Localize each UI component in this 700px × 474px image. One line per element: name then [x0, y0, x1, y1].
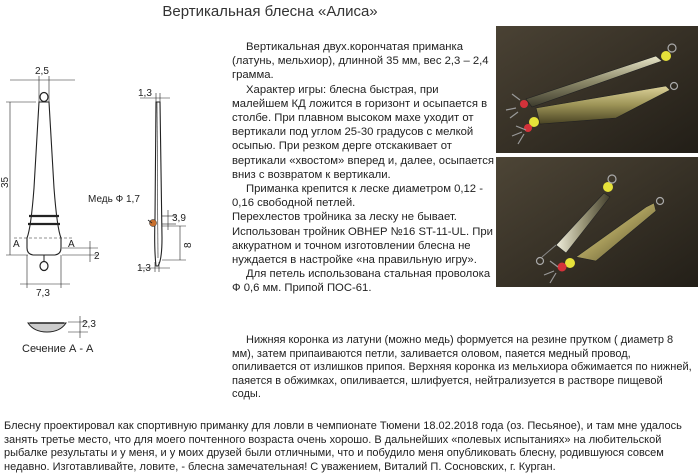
- description-paragraph: Перехлестов тройника за леску не бывает. Использован тройник ОВНЕР №16 ST-11-UL. При аккуратном и точном изготовлении блесна не нуждается в настройке «на правильную игру».: [232, 211, 493, 267]
- side-profile: [155, 102, 162, 266]
- description: [232, 40, 494, 296]
- lure-photo-2: [496, 157, 698, 287]
- section-marker-left: A: [13, 239, 20, 250]
- dim-bottom-width: 7,3: [36, 288, 50, 299]
- dim-side-top: 1,3: [138, 88, 152, 99]
- manufacturing-text: Нижняя коронка из латуни (можно медь) формуется на резине прутком ( диаметр 8 мм), затем припаиваются петли, заливается оловом, паяется медный провод, опиливается от излишков припоя. Верхняя коронка из мельхиора обжимается по нижней, паяется в обжимках, опиливается, шлифуется, нейтрализуется в растворе пищевой соды.: [232, 334, 692, 401]
- lure-photo-2-image: [496, 157, 698, 287]
- bottom-ring: [40, 262, 48, 271]
- dim-3-9: 3,9: [172, 213, 186, 224]
- side-dimensions: [140, 93, 186, 272]
- dim-2-3: 2,3: [82, 319, 96, 330]
- lure-photo-1: [496, 26, 698, 153]
- author-paragraph: Блесну проектировал как спортивную приманку для ловли в чемпионате Тюмени 18.02.2018 года (оз. Песьяное), и там мне удалось занять третье место, что для моего почтенного возраста очень хорошо. В дальнейших «полевых испытаниях» на любительской рыбалке результаты и у меня, и у моих друзей были отличными, что и побудило меня опубликовать блесну, родившуюся совсем недавно. Изготавливайте, ловите, - блесна замечательная! С уважением, Виталий П. Сосновских, г. Курган.: [4, 420, 682, 473]
- lure-body-outline: [27, 102, 61, 255]
- description-paragraph: Приманка крепится к леске диаметром 0,12 - 0,16 свободной петлей.: [232, 183, 483, 210]
- dim-2: 2: [94, 251, 100, 262]
- side-view: [148, 102, 162, 266]
- dim-length: 35: [0, 176, 11, 188]
- manufacturing-paragraph: [232, 334, 694, 402]
- section-label: Сечение А - А: [22, 343, 94, 355]
- technical-drawing: [0, 38, 228, 368]
- copper-wire-dot: [150, 220, 157, 227]
- dim-top-width: 2,5: [35, 66, 49, 77]
- description-paragraph: Вертикальная двух.корончатая приманка (латунь, мельхиор), длинной 35 мм, вес 2,3 – 2,4 грамма.: [232, 41, 489, 82]
- lure-photo-1-image: [496, 26, 698, 153]
- front-dimensions: [6, 76, 98, 288]
- section-view: [28, 316, 88, 338]
- front-view: [27, 93, 61, 271]
- dim-side-bottom: 1,3: [137, 263, 151, 274]
- dim-8: 8: [183, 242, 194, 248]
- copper-label: Медь Ф 1,7: [88, 194, 140, 205]
- description-paragraph: Характер игры: блесна быстрая, при малейшем КД ложится в горизонт и осыпается в столбе. При плавном высоком махе уходит от вертикали под углом 25-30 градусов с мелкой осыпью. При резком дерге отскакивает от вертикали «хвостом» вперед и, далее, осыпается вниз с возвратом к вертикали.: [232, 83, 494, 181]
- description-paragraph: Для петель использована стальная проволока Ф 0,6 мм. Припой ПОС-61.: [232, 268, 491, 295]
- section-marker-right: A: [68, 239, 75, 250]
- top-ring: [40, 93, 48, 102]
- section-shape: [28, 323, 66, 332]
- page-title: Вертикальная блесна «Алиса»: [162, 3, 378, 20]
